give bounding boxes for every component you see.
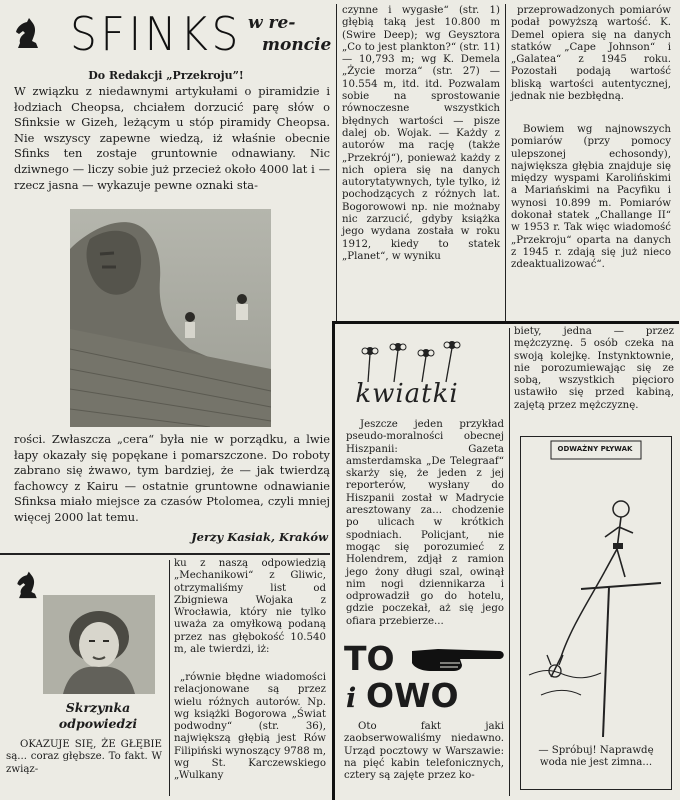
telephone-story-continued: biety, jedna — przez mężczyznę. 5 osób czeka na swoją kolejkę. Instynktownie, nie porozumiewając się ze sobą, wszystkich pięcioro ustawiło się przed kabiną, zajętą przez mężczyznę. (514, 326, 674, 411)
sfinks-signature: Jerzy Kasiak, Kraków (191, 530, 328, 544)
sfinks-paragraph-2: rości. Zwłaszcza „cera“ była nie w porządku, a lwie łapy okazały się popękane i pomarszczone. Do roboty zabrano się żwawo, tym bardziej, że — jak twierdzą fachowcy z Kairu — ostatnie gruntowne odnawianie Sfinksa miało miejsce za czasów Ptolomea, czyli mniej więcej 2000 lat temu. (14, 432, 330, 524)
sfinks-title: SFINKS (70, 7, 243, 61)
sfinks-paragraph-1: W związku z niedawnymi artykułami o piramidzie i łodziach Cheopsa, chciałem dorzucić parę słów o Sfinksie w Gizeh, leżącym u stóp piramidy Cheopsa. Nie wszyscy zapewne wiedzą, iż właśnie obecnie Sfinks ten zostaje gruntownie odnawiany. Nic dziwnego — liczy sobie już przecież około 4000 lat i — rzecz jasna — wykazuje pewne oznaki sta- (14, 84, 330, 192)
cartoon-caption: — Spróbuj! Naprawdę woda nie jest zimna... (538, 745, 654, 769)
section-divider (0, 553, 330, 555)
sphinx-photo (70, 209, 271, 427)
portrait-photo (43, 595, 155, 694)
column-divider (169, 560, 170, 796)
skrzynka-quote: „równie błędne wiadomości relacjonowane są przez wielu różnych autorów. Np. wg książki Bogorowa „Świat podwodny“ (str. 36), największą głębią jest Rów Filipiński wynoszący 9788 m, wg St. Karczewskiego „Wulkany (174, 672, 326, 782)
flowers-icon (346, 340, 476, 384)
to-word: TO (344, 639, 395, 678)
depth-article-middle: czynne i wygasłe“ (str. 1) głębią taką jest 10.800 m (Swire Deep); wg Geysztora „Co to jest plankton?“ (str. 11) — 10,793 m; wg K. Demela „Życie morza“ (str. 27) — 10.554 m, itd. itd. Pozwalam sobie na sprostowanie równoczesne wszystkich błędnych wartości — pisze dalej ob. Wojak. — Każdy z autorów ma rację (także „Przekrój“), ponieważ każdy z nich opiera się na danych autorytatywnych, tyle tylko, iż pochodzących z różnych lat. Bogorowowi np. nie możnaby nic zarzucić, gdyby książka jego wydana została w roku 1912, kiedy to statek „Planet“, w wyniku (342, 5, 500, 262)
skrzynka-label-2: odpowiedzi (58, 716, 138, 731)
depth-article-right-2: Bowiem wg najnowszych pomiarów (przy pomocy ulepszonej echosondy), największa głębia znajduje się między wyspami Karolińskimi a Mariańskimi na Pacyfiku i wynosi 10.899 m. Pomiarów dokonał statek „Challange II“ w 1953 r. Tak więc wiadomość „Przekroju“ oparta na danych z 1945 r. zdają się już nieco zdeaktualizować“. (511, 124, 671, 271)
cartoon-title: ODWAŻNY PŁYWAK (557, 445, 633, 453)
skrzynka-body: ku z naszą odpowiedzią „Mechanikowi“ z Gliwic, otrzymaliśmy list od Zbigniewa Wojaka z Wrocławia, który nie tylko uważa za omyłkową podaną przez nas głębokość 10.540 m, ale twierdzi, iż: (174, 558, 326, 656)
sfinks-subtitle-1: w re- (248, 13, 296, 33)
swimmer-cartoon (520, 436, 672, 790)
sfinks-salutation: Do Redakcji „Przekroju”! (88, 69, 244, 82)
chess-knight-icon (10, 14, 44, 50)
column-divider (509, 328, 510, 796)
skrzynka-intro: OKAZUJE SIĘ, ŻE GŁĘBIE są... coraz głębsze. To fakt. W związ- (6, 739, 162, 775)
depth-article-right-1: przeprowadzonych pomiarów podał powyższą wartość. K. Demel opiera się na danych statków „Cape Johnson“ i „Galatea“ z 1945 roku. Pozostałi podają wartość bliską wartości autentycznej, jednak nie bezbłędną. (511, 5, 671, 103)
kwiatki-title: kwiatki (355, 379, 459, 409)
skrzynka-label-1: Skrzynka (65, 700, 131, 715)
chess-knight-icon (12, 568, 42, 600)
i-word: i (346, 683, 357, 714)
owo-word: OWO (366, 676, 459, 715)
pointing-hand-icon (410, 641, 506, 677)
to-i-owo-body: Oto fakt jaki zaobserwowaliśmy niedawno. Urząd pocztowy w Warszawie: na pięć kabin telefonicznych, cztery są zajęte przez ko- (344, 721, 504, 782)
sfinks-subtitle-2: moncie (262, 35, 332, 55)
column-divider (505, 4, 506, 322)
kwiatki-body: Jeszcze jeden przykład pseudo-moralności obecnej Hiszpanii: Gazeta amsterdamska „De Telegraaf“ skarży się, że jeden z jej reporterów, wysłany do Hiszpanii został w Madrycie aresztowany za... chodzenie po ulicach w krótkich spodniach. Policjant, nie mogąc się porozumieć z Holendrem, zdjął z ramion jego żony długi szal, owinął nim nogi dziennikarza i odprowadził go do hotelu, gdzie poczekał, aż się jego ofiara przebierze... (346, 419, 504, 627)
column-divider (336, 4, 337, 322)
